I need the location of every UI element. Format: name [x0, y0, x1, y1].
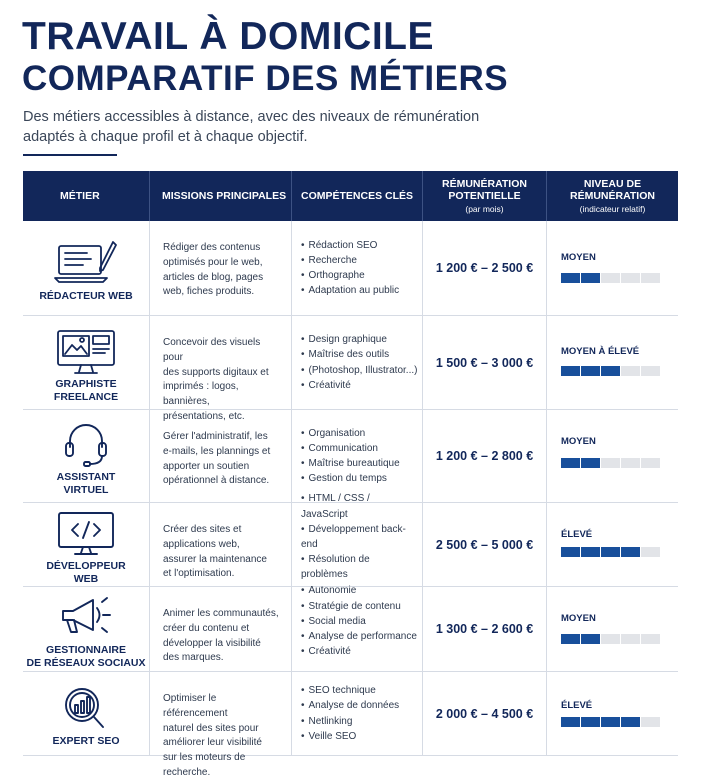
- job-cell: [23, 410, 150, 502]
- salary-cell: [423, 587, 547, 671]
- job-name-line-2: FREELANCE: [53, 390, 119, 403]
- header-metier: MÉTIER: [23, 171, 150, 221]
- mission-line: Rédiger des contenus: [163, 242, 261, 253]
- salary-range: 1 500 € – 3 000 €: [435, 355, 534, 370]
- job-name: [52, 735, 119, 748]
- subtitle-line-2: adaptés à chaque profil et à chaque objectif.: [23, 129, 308, 145]
- level-cell: [547, 410, 678, 502]
- level-segment-filled: [581, 547, 600, 557]
- level-bar: [561, 547, 660, 557]
- salary-range: 2 500 € – 5 000 €: [435, 537, 534, 552]
- skills-list: [301, 238, 399, 299]
- level-segment-filled: [581, 717, 600, 727]
- level-segment-empty: [641, 366, 660, 376]
- table-row: [23, 672, 678, 778]
- mission-line: créer du contenu et: [163, 622, 250, 634]
- level-cell: [547, 503, 678, 586]
- header-competences: COMPÉTENCES CLÉS: [292, 171, 423, 221]
- skills-list: [301, 332, 417, 393]
- skills-list: [301, 683, 399, 744]
- salary-range: 1 200 € – 2 500 €: [435, 261, 534, 275]
- skill-item: • Développement back-end: [301, 522, 418, 552]
- level-cell: [547, 221, 678, 315]
- table-body: [23, 221, 678, 778]
- headset-icon: [53, 421, 119, 469]
- level-segment-filled: [561, 634, 580, 644]
- megaphone-icon: [53, 594, 119, 642]
- job-cell: [23, 316, 150, 409]
- comparison-table: [23, 171, 678, 778]
- job-name-line-1: EXPERT SEO: [52, 735, 120, 747]
- header-remuneration-sub: (par mois): [465, 203, 504, 214]
- job-cell: [23, 672, 150, 755]
- mission-line: apporter un soutien: [163, 460, 250, 472]
- skills-list: [301, 599, 417, 660]
- level-segment-empty: [621, 634, 640, 644]
- job-name-line-1: GRAPHISTE: [55, 377, 117, 390]
- skills-cell: [292, 672, 423, 755]
- level-segment-filled: [561, 458, 580, 468]
- salary-cell: [423, 503, 547, 586]
- salary-cell: [423, 410, 547, 502]
- mission-line: développer la visibilité: [163, 637, 261, 649]
- level-cell: [547, 587, 678, 671]
- job-name-line-2: VIRTUEL: [63, 484, 109, 496]
- level-bar: [561, 634, 660, 644]
- table-row: [23, 410, 678, 503]
- table-row: [23, 316, 678, 422]
- level-segment-filled: [581, 366, 600, 376]
- job-name-line-1: RÉDACTEUR WEB: [39, 289, 133, 302]
- skill-item: • (Photoshop, Illustrator...): [301, 363, 417, 378]
- job-cell: [23, 221, 150, 315]
- salary-range: 2 000 € – 4 500 €: [435, 706, 534, 721]
- job-name: [46, 560, 125, 586]
- skill-item: • Maîtrise des outils: [301, 347, 417, 362]
- level-segment-filled: [561, 547, 580, 557]
- level-bar: [561, 717, 660, 727]
- mission-line: naturel des sites pour: [163, 722, 259, 734]
- skill-item: • Recherche: [301, 253, 399, 268]
- level-label: ÉLEVÉ: [561, 529, 593, 540]
- mission-line: des marques.: [163, 652, 224, 664]
- skills-cell: [292, 221, 423, 315]
- level-bar: [561, 366, 660, 376]
- laptop-pen-icon: [53, 240, 119, 288]
- level-segment-filled: [561, 717, 580, 727]
- table-row: [23, 587, 678, 672]
- header-niveau-line-1: NIVEAU DE: [583, 177, 642, 190]
- mission-line: imprimés : logos, bannières,: [163, 381, 239, 408]
- missions-cell: [150, 221, 292, 315]
- mission-line: Gérer l'administratif, les: [163, 431, 268, 442]
- job-name-line-2: WEB: [73, 572, 99, 585]
- level-label: ÉLEVÉ: [561, 700, 593, 711]
- monitor-design-icon: [53, 328, 119, 376]
- job-name: [57, 471, 116, 497]
- level-cell: [547, 672, 678, 755]
- level-segment-filled: [621, 717, 640, 727]
- level-segment-filled: [581, 634, 600, 644]
- magnifier-chart-icon: [53, 685, 119, 733]
- level-segment-empty: [641, 634, 660, 644]
- level-bar: [561, 458, 660, 468]
- mission-line: présentations, etc.: [163, 410, 245, 422]
- mission-line: applications web,: [163, 538, 240, 550]
- level-segment-empty: [601, 273, 620, 283]
- header-remuneration-line-2: POTENTIELLE: [448, 189, 521, 202]
- skill-item: • HTML / CSS / JavaScript: [301, 491, 418, 521]
- mission-line: des supports digitaux et: [163, 366, 269, 378]
- table-header: [23, 171, 678, 221]
- skill-item: • Analyse de performance: [301, 629, 417, 644]
- level-segment-empty: [621, 366, 640, 376]
- skills-cell: [292, 587, 423, 671]
- table-row: [23, 221, 678, 316]
- skill-item: • Maîtrise bureautique: [301, 456, 400, 471]
- level-segment-filled: [621, 547, 640, 557]
- mission-line: Créer des sites et: [163, 524, 242, 535]
- level-segment-empty: [621, 273, 640, 283]
- mission-line: optimisés pour le web,: [163, 256, 263, 268]
- missions-cell: [150, 503, 292, 586]
- level-label: MOYEN À ÉLEVÉ: [561, 346, 640, 357]
- skill-item: • Créativité: [301, 644, 417, 659]
- mission-line: assurer la maintenance: [163, 553, 267, 565]
- level-label: MOYEN: [561, 252, 596, 263]
- skill-item: • Stratégie de contenu: [301, 599, 417, 614]
- skills-cell: [292, 316, 423, 409]
- accent-divider: [23, 154, 117, 156]
- skill-item: • Design graphique: [301, 332, 417, 347]
- skill-item: • Résolution de problèmes: [301, 552, 418, 582]
- missions-cell: [150, 410, 292, 502]
- mission-line: opérationnel à distance.: [163, 475, 270, 487]
- level-segment-empty: [601, 634, 620, 644]
- skill-item: • Adaptation au public: [301, 283, 399, 298]
- job-name: [26, 644, 145, 670]
- skill-item: • Orthographe: [301, 268, 399, 283]
- skill-item: • Gestion du temps: [301, 471, 400, 486]
- missions-cell: [150, 672, 292, 778]
- level-bar: [561, 273, 660, 283]
- mission-line: Animer les communautés,: [163, 608, 279, 619]
- skill-item: • Communication: [301, 441, 400, 456]
- header-missions: MISSIONS PRINCIPALES: [150, 171, 292, 221]
- level-cell: [547, 316, 678, 409]
- skills-cell: [292, 493, 423, 596]
- job-name-line-2: DE RÉSEAUX SOCIAUX: [26, 657, 146, 669]
- level-segment-empty: [641, 458, 660, 468]
- mission-line: améliorer leur visibilité: [163, 737, 262, 749]
- skill-item: • Organisation: [301, 426, 400, 441]
- header-niveau-line-2: RÉMUNÉRATION: [570, 189, 655, 202]
- skill-item: • Veille SEO: [301, 729, 399, 744]
- level-label: MOYEN: [561, 436, 596, 447]
- skills-cell: [292, 410, 423, 502]
- missions-cell: [150, 587, 292, 671]
- skill-item: • Social media: [301, 614, 417, 629]
- level-segment-filled: [561, 273, 580, 283]
- salary-range: 1 200 € – 2 800 €: [435, 449, 534, 463]
- page-title-line-2: COMPARATIF DES MÉTIERS: [22, 59, 509, 98]
- mission-line: sur les moteurs de: [163, 752, 246, 764]
- page-subtitle: [23, 107, 683, 147]
- mission-line: Optimiser le référencement: [163, 693, 228, 719]
- skills-list: [301, 426, 400, 487]
- job-name-line-1: DÉVELOPPEUR: [46, 559, 126, 572]
- header-remuneration-line-1: RÉMUNÉRATION: [442, 177, 527, 190]
- missions-cell: [150, 316, 292, 422]
- level-segment-empty: [641, 547, 660, 557]
- job-name-line-1: ASSISTANT: [56, 471, 116, 483]
- level-segment-empty: [641, 717, 660, 727]
- level-label: MOYEN: [561, 613, 596, 624]
- mission-line: web, fiches produits.: [163, 286, 255, 298]
- level-segment-filled: [601, 717, 620, 727]
- mission-line: recherche.: [163, 766, 211, 778]
- job-name: [54, 378, 118, 404]
- salary-range: 1 300 € – 2 600 €: [435, 622, 534, 636]
- skill-item: • Rédaction SEO: [301, 238, 399, 253]
- job-name-line-1: GESTIONNAIRE: [46, 644, 126, 656]
- skill-item: • Analyse de données: [301, 698, 399, 713]
- skills-list: [301, 491, 418, 597]
- skill-item: • Netlinking: [301, 714, 399, 729]
- level-segment-filled: [581, 458, 600, 468]
- job-name: [39, 290, 132, 303]
- job-cell: [23, 503, 150, 586]
- salary-cell: [423, 221, 547, 315]
- mission-line: Concevoir des visuels pour: [163, 337, 261, 363]
- mission-line: articles de blog, pages: [163, 271, 264, 283]
- mission-line: e-mails, les plannings et: [163, 445, 271, 457]
- level-segment-empty: [601, 458, 620, 468]
- skill-item: • Autonomie: [301, 583, 418, 598]
- level-segment-empty: [621, 458, 640, 468]
- level-segment-filled: [581, 273, 600, 283]
- code-monitor-icon: [53, 510, 119, 558]
- mission-line: et l'optimisation.: [163, 568, 235, 580]
- header-niveau-sub: (indicateur relatif): [579, 203, 646, 214]
- page-title-line-1: TRAVAIL À DOMICILE: [22, 15, 434, 58]
- skill-item: • SEO technique: [301, 683, 399, 698]
- level-segment-filled: [601, 366, 620, 376]
- salary-cell: [423, 316, 547, 409]
- header-niveau: [547, 171, 678, 221]
- level-segment-filled: [561, 366, 580, 376]
- subtitle-line-1: Des métiers accessibles à distance, avec des niveaux de rémunération: [23, 109, 480, 125]
- table-row: [23, 493, 678, 596]
- skill-item: • Créativité: [301, 378, 417, 393]
- salary-cell: [423, 672, 547, 755]
- header-remuneration: [423, 171, 547, 221]
- level-segment-filled: [601, 547, 620, 557]
- job-cell: [23, 587, 150, 671]
- level-segment-empty: [641, 273, 660, 283]
